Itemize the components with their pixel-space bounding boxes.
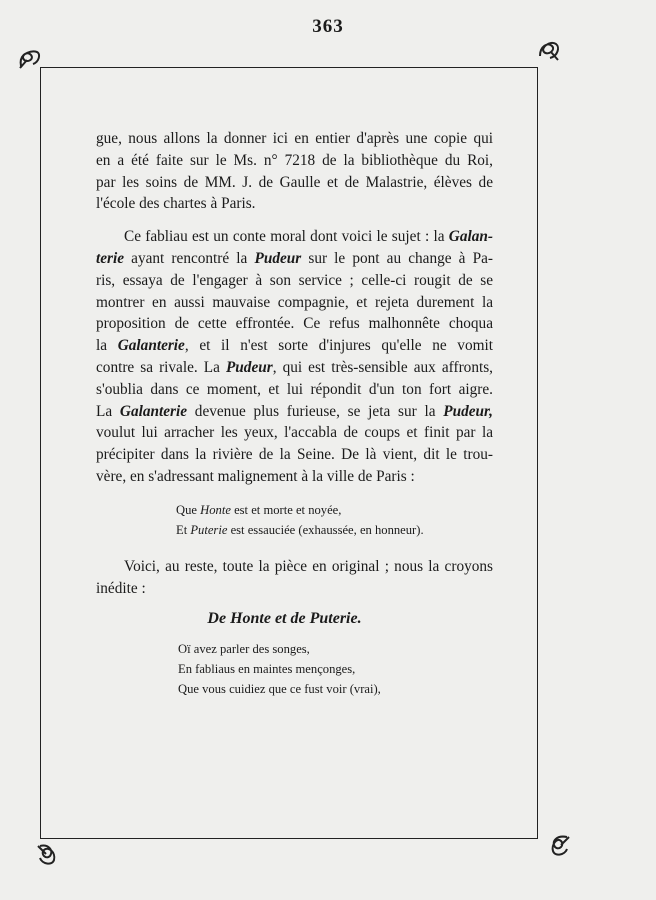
text-line: inédite :	[96, 579, 146, 597]
text-line: contre sa rivale. La Pudeur, qui est très-sensible aux affronts,	[96, 358, 493, 376]
text-line: montrer en aussi mauvaise compagnie, et rejeta durement la	[96, 293, 493, 311]
text-line: précipiter dans la rivière de la Seine. De là vient, dit le trou-	[96, 446, 493, 464]
text-line: ris, essaya de l'engager à son service ; celle-ci rougit de se	[96, 271, 493, 289]
text-line: gue, nous allons la donner ici en entier d'après une copie qui	[96, 130, 493, 147]
corner-ornament-icon	[547, 833, 573, 859]
poem-title: De Honte et de Puterie.	[207, 610, 362, 628]
text-line: La Galanterie devenue plus furieuse, se jeta sur la Pudeur,	[96, 402, 493, 420]
text-line: Ce fabliau est un conte moral dont voici le sujet : la Galan-	[124, 228, 493, 246]
poem-line: Oï avez parler des songes,	[178, 642, 310, 657]
text-line: Voici, au reste, toute la pièce en original ; nous la croyons	[124, 557, 493, 575]
page-number: 363	[312, 16, 344, 37]
poem-line: Que vous cuidiez que ce fust voir (vrai),	[178, 682, 381, 697]
text-line: s'oublia dans ce moment, et lui répondit d'un ton fort aigre.	[96, 380, 493, 398]
text-line: proposition de cette effrontée. Ce refus malhonnête choqua	[96, 315, 493, 333]
corner-ornament-icon	[536, 38, 562, 64]
text-line: terie ayant rencontré la Pudeur sur le pont au change à Pa-	[96, 249, 493, 267]
text-line: vère, en s'adressant malignement à la ville de Paris :	[96, 467, 415, 485]
quote-line: Que Honte est et morte et noyée,	[176, 502, 342, 517]
corner-ornament-icon	[34, 842, 60, 868]
text-line: l'école des chartes à Paris.	[96, 195, 256, 213]
poem-line: En fabliaus en maintes mençonges,	[178, 662, 356, 677]
text-line: en a été faite sur le Ms. n° 7218 de la bibliothèque du Roi,	[96, 151, 493, 169]
text-line: la Galanterie, et il n'est sorte d'injures qu'elle ne vomit	[96, 337, 493, 355]
quote-line: Et Puterie est essauciée (exhaussée, en honneur).	[176, 522, 424, 537]
text-line: voulut lui arracher les yeux, l'accabla de coups et finit par la	[96, 424, 493, 442]
page-body	[96, 128, 493, 699]
text-line: par les soins de MM. J. de Gaulle et de Malastrie, élèves de	[96, 173, 493, 191]
